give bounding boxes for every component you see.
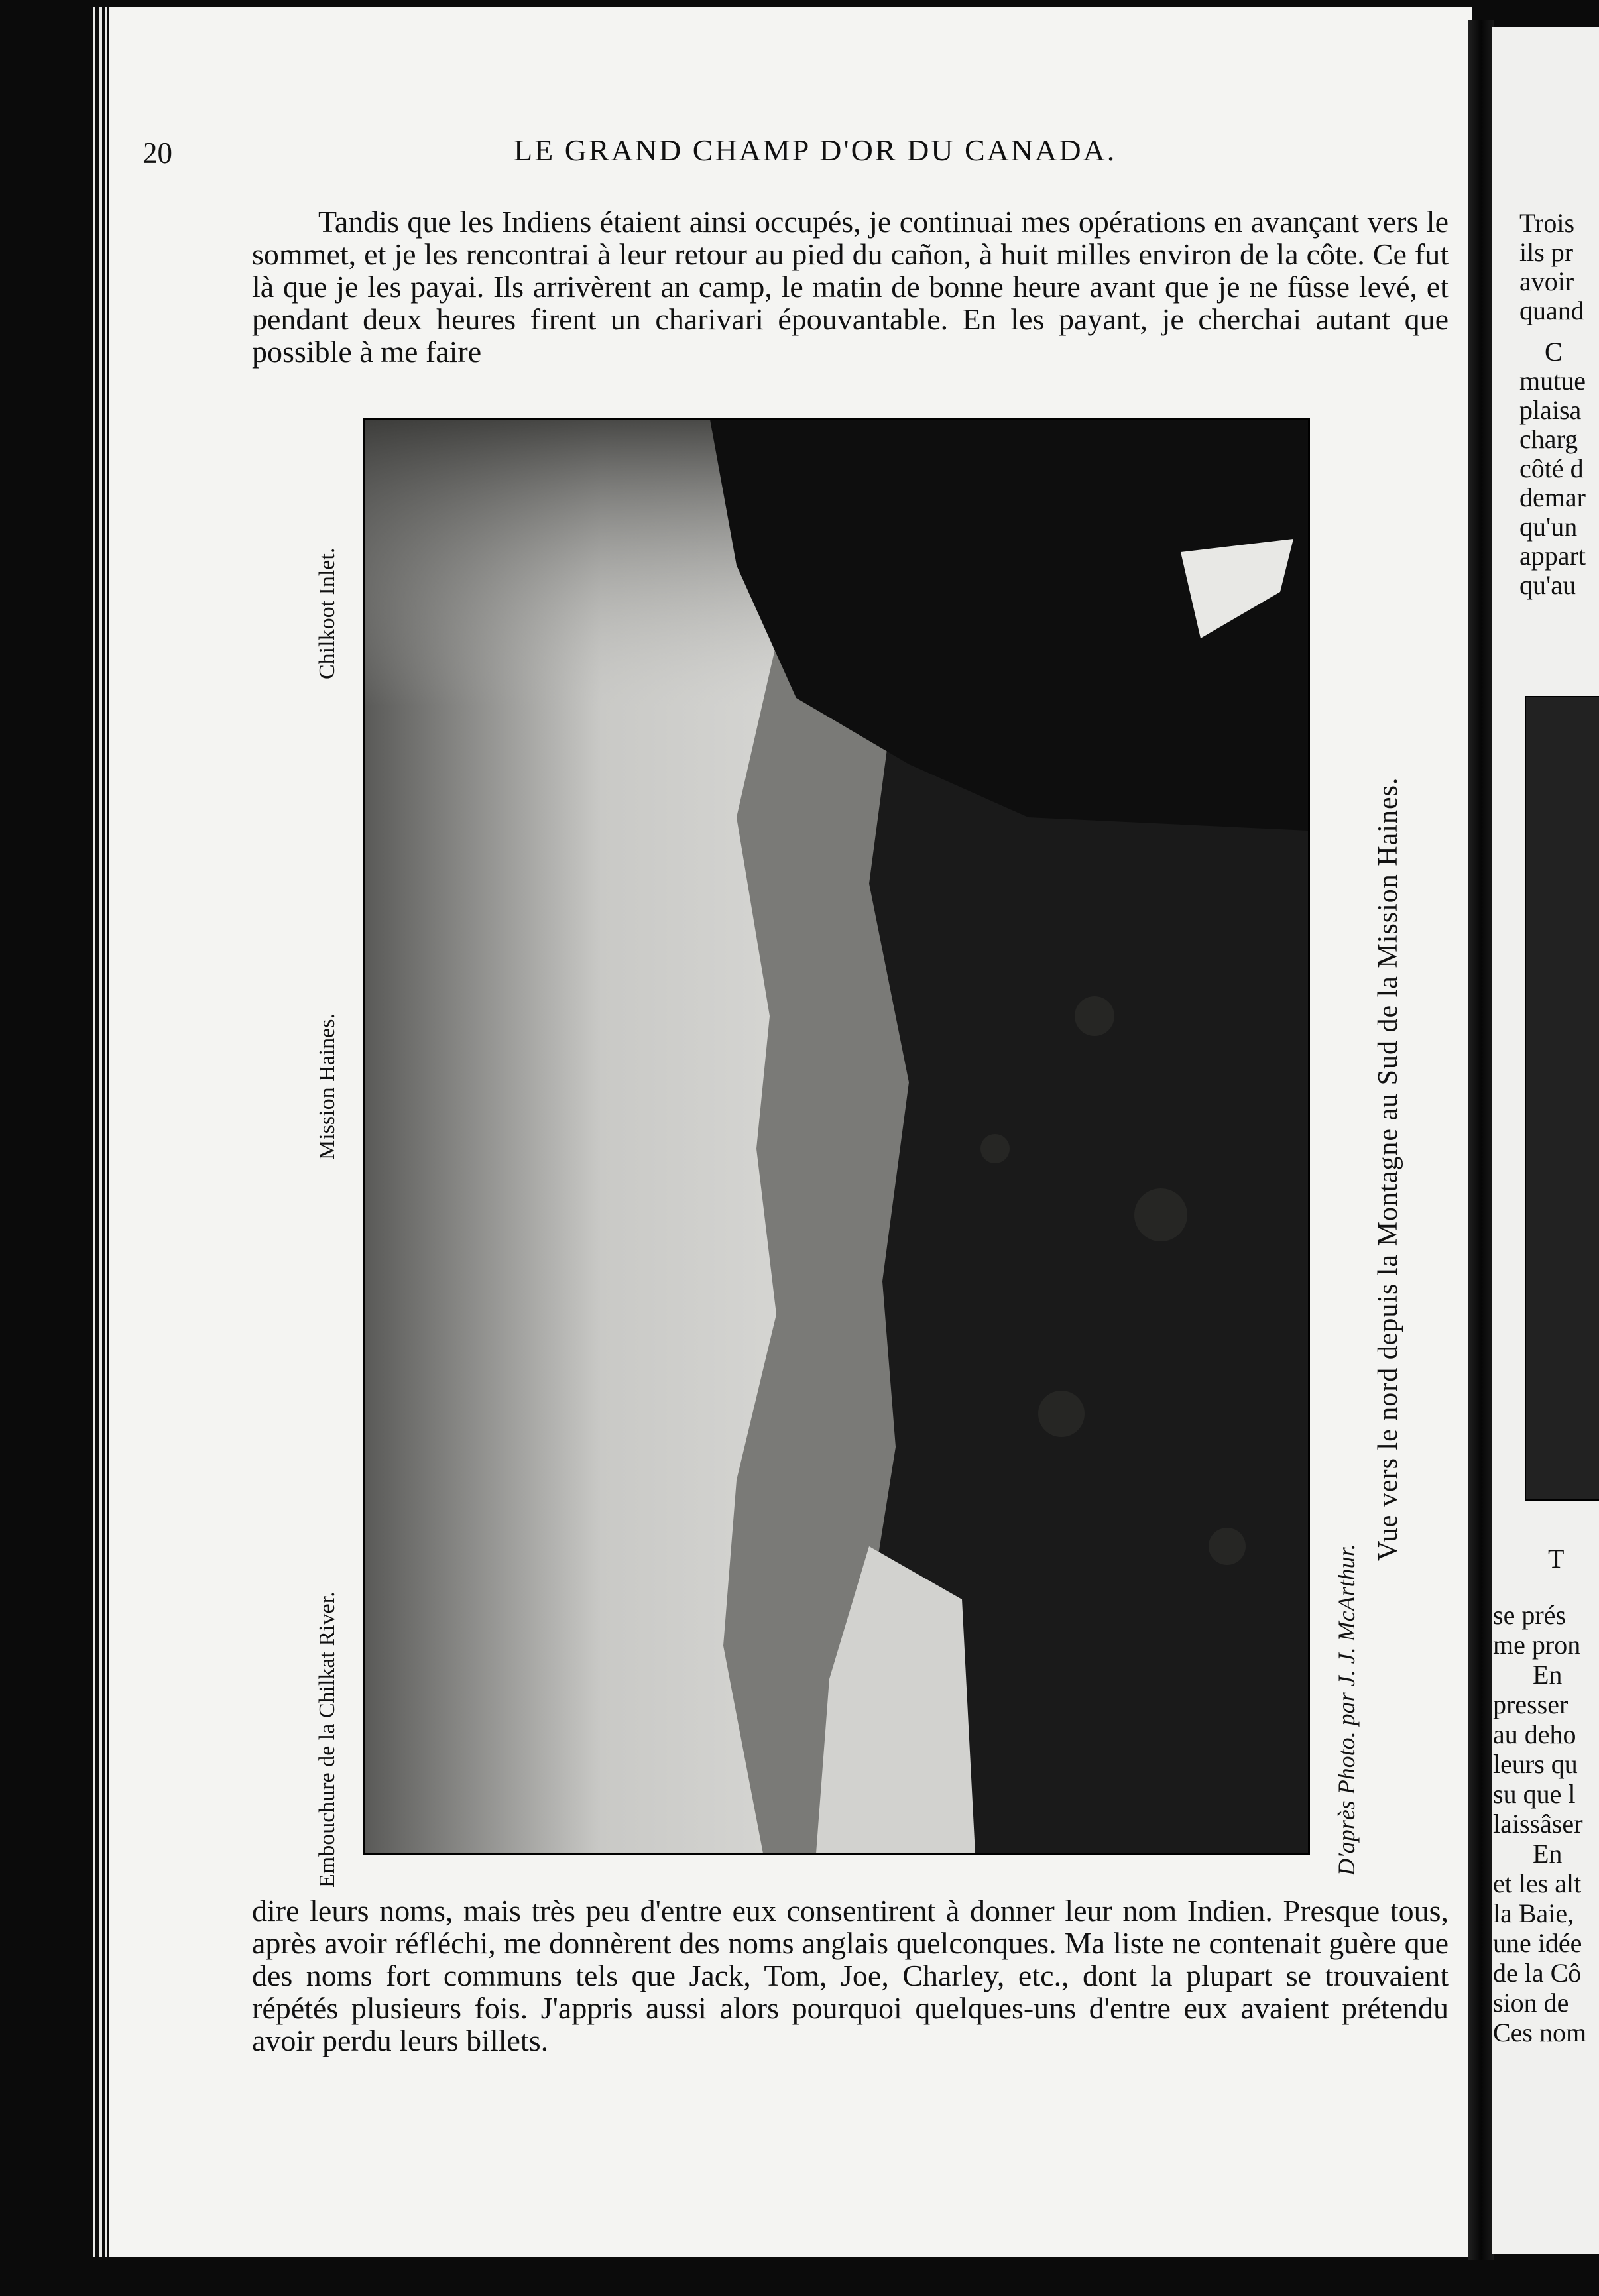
adjacent-line: plaisa bbox=[1519, 395, 1582, 425]
figure-title: Vue vers le nord depuis la Montagne au Sud de la Mission Haines. bbox=[1373, 777, 1403, 1561]
adjacent-page bbox=[1492, 27, 1599, 2254]
page-edge bbox=[93, 7, 95, 2257]
adjacent-line: qu'un bbox=[1519, 512, 1578, 542]
adjacent-line: se prés bbox=[1493, 1600, 1566, 1630]
adjacent-line: mutue bbox=[1519, 366, 1586, 396]
adjacent-line: avoir bbox=[1519, 266, 1574, 296]
adjacent-line: côté d bbox=[1519, 453, 1584, 483]
adjacent-line: de la Cô bbox=[1493, 1958, 1582, 1988]
adjacent-line: me pron bbox=[1493, 1630, 1581, 1660]
adjacent-line: charg bbox=[1519, 424, 1578, 454]
bottom-paragraph-text: dire leurs noms, mais très peu d'entre eux consentirent à donner leur nom Indien. Presque tous, après avoir réfléchi, me donnèrent des noms anglais quelconques. Ma liste ne contenait guère que des noms fort communs tels que Jack, Tom, Joe, Charley, etc., dont la plupart se trouvaient répétés plusieurs fois. J'appris aussi alors pourquoi quelques-uns d'entre eux avaient prétendu avoir perdu leurs billets. bbox=[252, 1894, 1449, 2057]
adjacent-line: En bbox=[1533, 1839, 1563, 1868]
adjacent-line: la Baie, bbox=[1493, 1898, 1574, 1928]
adjacent-line: et les alt bbox=[1493, 1868, 1582, 1898]
adjacent-page-photo bbox=[1525, 696, 1599, 1501]
adjacent-line: leurs qu bbox=[1493, 1749, 1578, 1779]
adjacent-line: ils pr bbox=[1519, 237, 1574, 267]
adjacent-line: C bbox=[1545, 337, 1563, 367]
photo-credit: D'après Photo. par J. J. McArthur. bbox=[1333, 1544, 1360, 1876]
adjacent-line: su que l bbox=[1493, 1779, 1576, 1809]
page-edge bbox=[105, 7, 107, 2257]
adjacent-line: appart bbox=[1519, 541, 1586, 571]
figure-label-mission-haines: Mission Haines. bbox=[315, 1013, 339, 1160]
book-spine bbox=[1468, 20, 1494, 2260]
top-paragraph-text: Tandis que les Indiens étaient ainsi occupés, je continuai mes opérations en avançant vers le sommet, et je les rencontrai à leur retour au pied du cañon, à huit milles environ de la côte. Ce fut là que je les payai. Ils arrivèrent an camp, le matin de bonne heure avant que je ne fûsse levé, et pendant deux heures firent un charivari épouvantable. En les payant, je cherchai autant que possible à me faire bbox=[252, 205, 1449, 369]
adjacent-line: sion de bbox=[1493, 1988, 1569, 2018]
adjacent-line: En bbox=[1533, 1660, 1563, 1690]
adjacent-line: Trois bbox=[1519, 208, 1575, 238]
adjacent-page-caption: T bbox=[1548, 1544, 1565, 1574]
bottom-paragraph bbox=[252, 1894, 1449, 2057]
adjacent-line: laissâser bbox=[1493, 1809, 1583, 1839]
running-title: LE GRAND CHAMP D'OR DU CANADA. bbox=[514, 133, 1117, 167]
adjacent-line: qu'au bbox=[1519, 570, 1576, 600]
adjacent-line: presser bbox=[1493, 1690, 1569, 1719]
page-edge bbox=[99, 7, 102, 2257]
adjacent-line: Ces nom bbox=[1493, 2018, 1587, 2047]
landscape-photo bbox=[363, 418, 1310, 1855]
adjacent-line: demar bbox=[1519, 483, 1586, 512]
page-number: 20 bbox=[143, 137, 172, 170]
figure-label-chilkat-river: Embouchure de la Chilkat River. bbox=[315, 1591, 339, 1888]
adjacent-line: quand bbox=[1519, 296, 1584, 325]
top-paragraph bbox=[252, 205, 1449, 368]
adjacent-line: une idée bbox=[1493, 1928, 1582, 1958]
figure-label-chilkoot-inlet: Chilkoot Inlet. bbox=[315, 547, 339, 679]
adjacent-line: au deho bbox=[1493, 1719, 1576, 1749]
